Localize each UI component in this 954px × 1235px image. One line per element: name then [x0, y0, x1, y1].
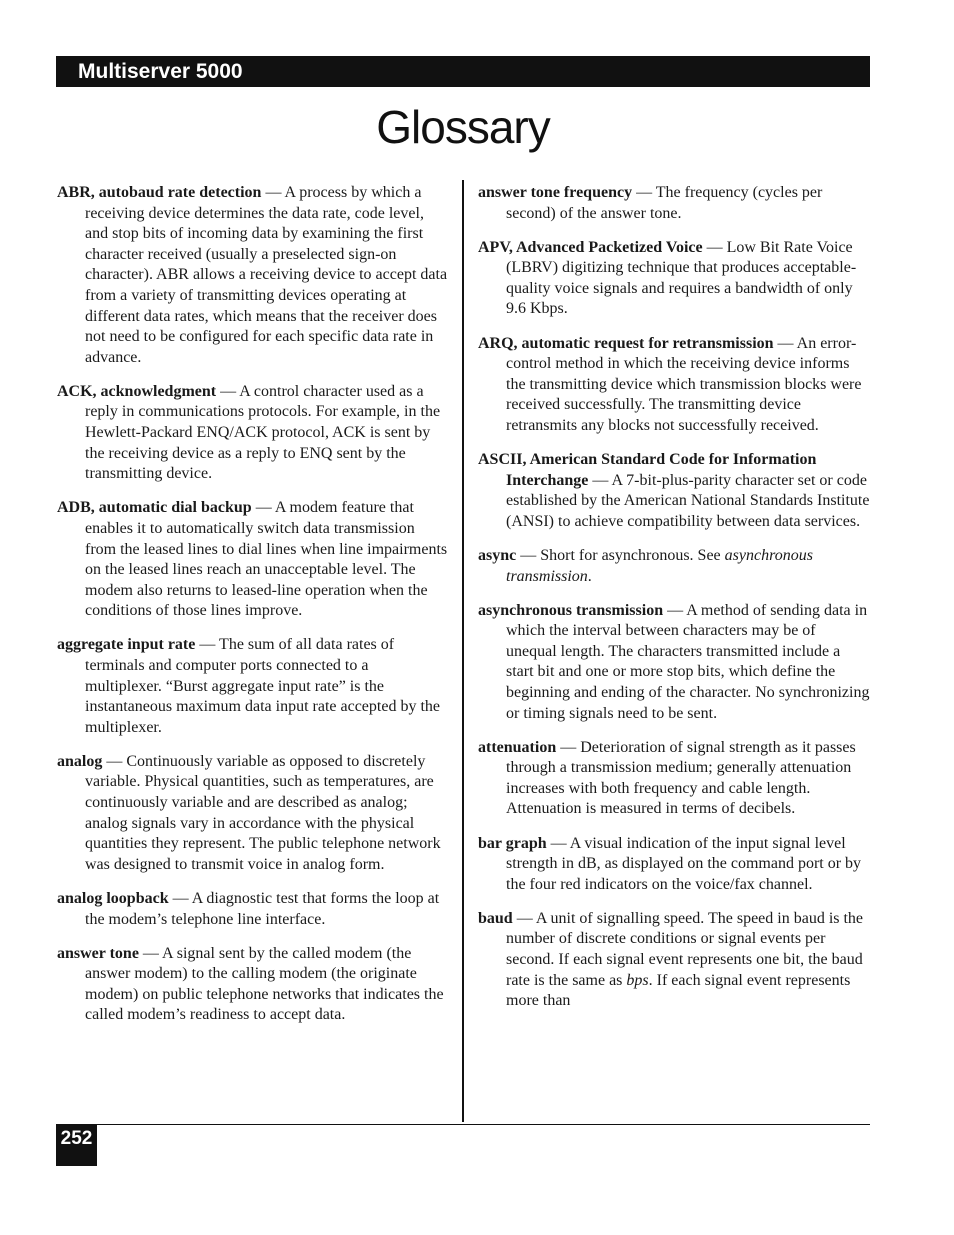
- glossary-term: analog loopback: [57, 889, 169, 907]
- glossary-definition: — Deterioration of signal strength as it passes through a transmission medium; generally attenuation increases with both frequency and cable length. Attenuation is measured in terms of decibels.: [506, 738, 856, 818]
- glossary-term: aggregate input rate: [57, 636, 196, 654]
- glossary-term: ACK, acknowledgment: [57, 382, 217, 400]
- glossary-left-column: [57, 183, 449, 1039]
- glossary-definition-end: .: [587, 567, 592, 585]
- glossary-entry: [478, 546, 870, 587]
- glossary-definition: — A modem feature that enables it to automatically switch data transmission from the leased lines to dial lines when line impairments on the leased lines reach an unacceptable level. The modem also returns to leased-line operation when the conditions of those lines improve.: [85, 499, 448, 620]
- glossary-entry: [478, 238, 870, 320]
- glossary-entry: [478, 738, 870, 820]
- glossary-entry: [57, 752, 449, 876]
- glossary-entry: [57, 635, 449, 738]
- glossary-term: ASCII, American Standard Code for Information Interchange: [478, 451, 817, 489]
- glossary-term: bar graph: [478, 834, 547, 852]
- glossary-term: async: [478, 546, 517, 564]
- glossary-term: asynchronous transmission: [478, 601, 664, 619]
- glossary-definition: — The frequency (cycles per second) of the answer tone.: [506, 184, 823, 222]
- glossary-definition: — Continuously variable as opposed to discretely variable. Physical quantities, such as temperatures, are continuously variable and are described as analog; analog signals vary in accordance with the physical quantities they represent. The public telephone network was designed to transmit voice in analog form.: [85, 752, 441, 873]
- glossary-term: ARQ, automatic request for retransmission: [478, 334, 774, 352]
- footer-rule: [56, 1124, 870, 1125]
- glossary-definition: — A method of sending data in which the interval between characters may be of unequal length. The characters transmitted include a start bit and one or more stop bits, which define the beginning and ending of the character. No synchronizing or timing signals need to be sent.: [506, 601, 870, 722]
- glossary-definition: — A diagnostic test that forms the loop at the modem’s telephone line interface.: [85, 889, 440, 928]
- glossary-entry: [478, 183, 870, 224]
- glossary-definition: — Low Bit Rate Voice (LBRV) digitizing technique that produces acceptable-quality voice signals and requires a bandwidth of only 9.6 Kbps.: [506, 238, 857, 318]
- glossary-term: APV, Advanced Packetized Voice: [478, 238, 703, 256]
- glossary-term: baud: [478, 909, 513, 927]
- glossary-entry: [478, 909, 870, 1012]
- glossary-definition: — A unit of signalling speed. The speed in baud is the number of discrete conditions or signal events per second. If each signal event represents one bit, the baud rate is the same as: [506, 909, 864, 989]
- product-name: Multiserver 5000: [78, 60, 243, 83]
- glossary-entry: [57, 889, 449, 930]
- glossary-definition: — A process by which a receiving device determines the data rate, code level, and stop bits of incoming data by examining the first character received (usually a preselected sign-on character). ABR allows a receiving device to accept data from a variety of transmitting devices operating at different data rates, which means that the receiver does not need to be configured for each specific data rate in advance.: [85, 184, 448, 366]
- glossary-term: answer tone frequency: [478, 184, 633, 201]
- glossary-entry: [57, 944, 449, 1026]
- glossary-definition-continued: . If each signal event represents more than: [506, 971, 851, 1010]
- glossary-definition: — The sum of all data rates of terminals and computer ports connected to a multiplexer. “Burst aggregate input rate” is the instantaneous maximum data input rate accepted by the multiplexer.: [85, 636, 440, 736]
- glossary-term: attenuation: [478, 738, 557, 756]
- column-divider: [462, 180, 464, 1122]
- glossary-definition: — A signal sent by the called modem (the answer modem) to the calling modem (the originate modem) on public telephone networks that indicates the called modem’s readiness to accept data.: [85, 944, 444, 1024]
- glossary-entry: [478, 334, 870, 437]
- glossary-definition: — A 7-bit-plus-parity character set or code established by the American National Standards Institute (ANSI) to achieve compatibility between data services.: [506, 471, 870, 530]
- glossary-entry: [57, 382, 449, 485]
- cross-reference: asynchronous transmission: [506, 546, 813, 585]
- glossary-entry: [57, 183, 449, 368]
- glossary-entry: [478, 450, 870, 532]
- glossary-definition: — An error-control method in which the receiving device informs the transmitting device which transmission blocks were received successfully. The transmitting device retransmits any blocks not successfully received.: [506, 334, 862, 434]
- glossary-term: ABR, autobaud rate detection: [57, 184, 262, 201]
- running-header: [56, 56, 870, 87]
- page-title: Glossary: [376, 101, 550, 153]
- glossary-entry: [57, 498, 449, 622]
- glossary-entry: [478, 601, 870, 725]
- glossary-entry: [478, 834, 870, 896]
- glossary-definition: — A control character used as a reply in communications protocols. For example, in the Hewlett-Packard ENQ/ACK protocol, ACK is sent by the receiving device as a reply to ENQ sent by the transmitting device.: [85, 382, 441, 483]
- glossary-definition: — Short for asynchronous. See: [516, 546, 725, 564]
- glossary-definition: — A visual indication of the input signal level strength in dB, as displayed on the command port or by the four red indicators on the voice/fax channel.: [506, 834, 862, 893]
- emphasis-text: bps: [626, 971, 649, 989]
- glossary-term: ADB, automatic dial backup: [57, 499, 252, 517]
- glossary-term: analog: [57, 752, 103, 770]
- glossary-right-column: [478, 183, 870, 1025]
- page-number: 252: [56, 1124, 97, 1166]
- glossary-term: answer tone: [57, 944, 139, 962]
